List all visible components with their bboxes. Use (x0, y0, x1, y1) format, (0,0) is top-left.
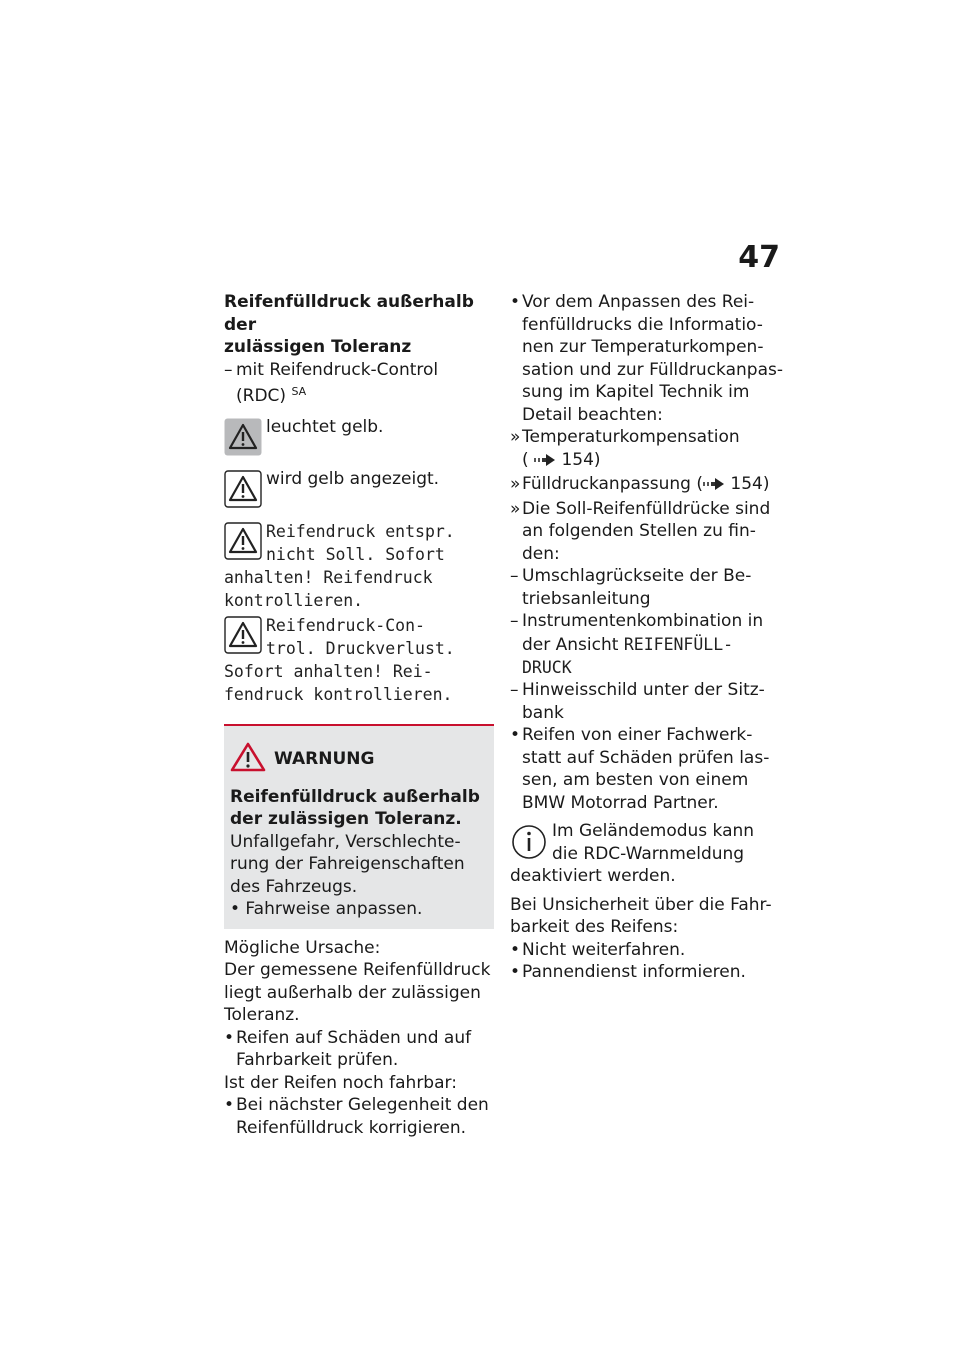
cause-label: Mögliche Ursache: (224, 937, 381, 958)
dash-instrument-cluster: – Instrumentenkombination in der Ansicht REIFENFÜLL- DRUCK (510, 611, 764, 677)
dash-seat-label: – Hinweisschild unter der Sitz- bank (510, 680, 765, 723)
left-column (224, 291, 494, 1139)
cause-line1: Der gemessene Reifenfülldruck (224, 960, 491, 980)
page-ref: 154) (561, 449, 601, 470)
section-heading-line2: zulässigen Toleranz (224, 337, 412, 357)
unsure-line1: Bei Unsicherheit über die Fahr- (510, 894, 772, 915)
warning-label: WARNUNG (274, 748, 375, 769)
bullet-correct-pressure: • Bei nächster Gelegenheit den Reifenfülldruck korrigieren. (224, 1095, 489, 1138)
bullet-check-tire: • Reifen auf Schäden und auf Fahrbarkeit prüfen. (224, 1027, 472, 1070)
warning-symbol-icon (224, 470, 262, 512)
warning-symbol-icon (224, 522, 262, 566)
page-reference-arrow-icon (534, 451, 556, 474)
page-reference-arrow-icon (703, 475, 725, 498)
warning-symbol-icon (224, 616, 262, 660)
warning-action: • Fahrweise anpassen. (230, 899, 423, 919)
cause-line3: Toleranz. (224, 1005, 300, 1025)
indicator-light-row (224, 416, 494, 462)
indicator-light-text: leuchtet gelb. (266, 416, 384, 437)
warning-title-line1: Reifenfülldruck außerhalb (230, 786, 480, 807)
ref-temperature-compensation[interactable]: » Temperaturkompensation ( 154) (510, 426, 790, 473)
bullet-breakdown-service: • Pannendienst informieren. (510, 962, 746, 982)
warning-header (230, 742, 488, 776)
page-ref: 154) (730, 474, 770, 494)
right-column (510, 291, 790, 984)
display-symbol-row (224, 468, 494, 514)
ref-target-pressures: » Die Soll-Reifenfülldrücke sind an folgenden Stellen zu fin- den: (510, 498, 771, 564)
warning-text-line1: Unfallgefahr, Verschlechte- (230, 831, 461, 852)
dash-item-rdc: – mit Reifendruck-Control (RDC) $^{SA}$ (224, 359, 439, 406)
info-note: Im Geländemodus kann die RDC-Warnmeldung deaktiviert werden. (510, 821, 755, 886)
info-icon (510, 822, 548, 864)
display-message-1: Reifendruck entspr. nicht Soll. Sofort anhalten! Reifendruck kontrollieren. (224, 521, 455, 610)
warning-light-icon (224, 418, 262, 460)
display-symbol-text: wird gelb angezeigt. (266, 468, 440, 489)
warning-triangle-icon (230, 742, 266, 776)
section-heading-line1: Reifenfülldruck außerhalb der (224, 292, 474, 335)
unsure-line2: barkeit des Reifens: (510, 917, 679, 937)
bullet-before-adjusting: • Vor dem Anpassen des Rei- fenfülldrucks die Informatio- nen zur Temperaturkompen- sation und zur Fülldruckanpas- sung im Kapitel Technik im Detail beachten: (510, 292, 783, 425)
optional-equipment-mark: SA (291, 385, 307, 398)
bullet-workshop-check: • Reifen von einer Fachwerk- statt auf Schäden prüfen las- sen, am besten von einem BMW Motorrad Partner. (510, 725, 770, 813)
dash-cover-back: – Umschlagrückseite der Be- triebsanleitung (510, 566, 752, 609)
ref-pressure-adjustment[interactable]: » Fülldruckanpassung ( 154) (510, 473, 790, 498)
warning-title-line2: der zulässigen Toleranz. (230, 809, 462, 829)
bullet-stop-riding: • Nicht weiterfahren. (510, 939, 686, 960)
warning-text-line3: des Fahrzeugs. (230, 876, 358, 897)
warning-box (224, 724, 494, 929)
warning-text-line2: rung der Fahreigenschaften (230, 854, 465, 874)
still-drivable-label: Ist der Reifen noch fahrbar: (224, 1072, 457, 1093)
cause-line2: liegt außerhalb der zulässigen (224, 982, 481, 1003)
page-number: 47 (738, 240, 780, 275)
display-message-2: Reifendruck-Con- trol. Druckverlust. Sofort anhalten! Rei- fendruck kontrollieren. (224, 615, 455, 704)
